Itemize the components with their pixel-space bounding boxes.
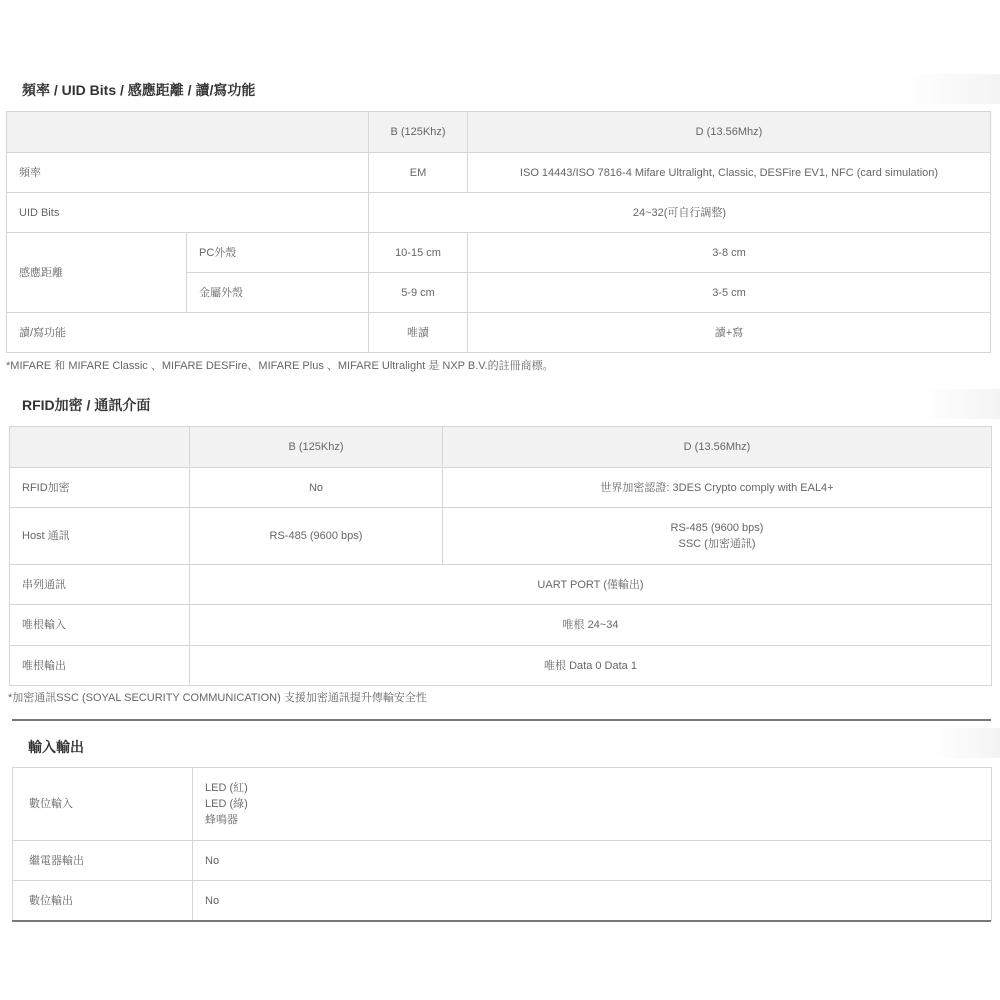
host-d-line2: SSC (加密通訊) xyxy=(678,538,756,550)
header-b: B (125Khz) xyxy=(369,112,468,153)
section3-title: 輸入輸出 xyxy=(28,739,84,755)
section2-title: RFID加密 / 通訊介面 xyxy=(22,397,151,413)
row-label-digital-output: 數位輸出 xyxy=(13,881,193,921)
cell-wiegand-in-value: 唯根 24~34 xyxy=(190,605,992,646)
bottom-divider xyxy=(12,920,991,922)
table-row xyxy=(10,468,992,508)
table-row xyxy=(13,768,992,841)
cell-metal-d: 3-5 cm xyxy=(468,273,991,313)
row-label-frequency: 頻率 xyxy=(7,153,369,193)
digital-input-red-led: LED (紅) xyxy=(205,782,248,794)
spec-table-io xyxy=(12,767,992,921)
ssc-note: *加密通訊SSC (SOYAL SECURITY COMMUNICATION) 支援加密通訊提升傳輸安全性 xyxy=(8,692,427,704)
header-empty-cell xyxy=(7,112,369,153)
row-label-digital-input: 數位輸入 xyxy=(13,768,193,841)
cell-encryption-d: 世界加密認證: 3DES Crypto comply with EAL4+ xyxy=(443,468,992,508)
table-row xyxy=(10,646,992,686)
header-d: D (13.56Mhz) xyxy=(443,427,992,468)
cell-frequency-b: EM xyxy=(369,153,468,193)
cell-rw-b: 唯讀 xyxy=(369,313,468,353)
cell-pc-d: 3-8 cm xyxy=(468,233,991,273)
table-row xyxy=(13,881,992,921)
cell-serial-value: UART PORT (僅輸出) xyxy=(190,565,992,605)
cell-relay-output-value: No xyxy=(193,841,992,881)
header-b: B (125Khz) xyxy=(190,427,443,468)
row-label-wiegand-in: 唯根輸入 xyxy=(10,605,190,646)
table-row xyxy=(10,508,992,565)
table-row xyxy=(13,841,992,881)
header-d: D (13.56Mhz) xyxy=(468,112,991,153)
table-row xyxy=(10,565,992,605)
cell-pc-b: 10-15 cm xyxy=(369,233,468,273)
row-label-serial: 串列通訊 xyxy=(10,565,190,605)
row-label-wiegand-out: 唯根輸出 xyxy=(10,646,190,686)
sublabel-metal-case: 金屬外殼 xyxy=(187,273,369,313)
cell-encryption-b: No xyxy=(190,468,443,508)
row-label-relay-output: 繼電器輸出 xyxy=(13,841,193,881)
host-d-line1: RS-485 (9600 bps) xyxy=(670,522,764,534)
heading-shade xyxy=(900,74,1000,104)
table-row xyxy=(7,233,991,273)
cell-digital-input-values xyxy=(193,768,992,841)
section1-title: 頻率 / UID Bits / 感應距離 / 讀/寫功能 xyxy=(22,82,256,98)
cell-host-b: RS-485 (9600 bps) xyxy=(190,508,443,565)
table-header-row xyxy=(10,427,992,468)
section-divider xyxy=(12,719,991,721)
row-label-encryption: RFID加密 xyxy=(10,468,190,508)
heading-shade xyxy=(930,728,1000,758)
row-label-range: 感應距離 xyxy=(7,233,187,313)
digital-input-green-led: LED (綠) xyxy=(205,798,248,810)
trademark-note: *MIFARE 和 MIFARE Classic 、MIFARE DESFire、MIFARE Plus 、MIFARE Ultralight 是 NXP B.V.的註冊商標。 xyxy=(6,360,554,372)
cell-frequency-d: ISO 14443/ISO 7816-4 Mifare Ultralight, Classic, DESFire EV1, NFC (card simulation) xyxy=(468,153,991,193)
digital-input-buzzer: 蜂鳴器 xyxy=(205,814,238,826)
cell-rw-d: 讀+寫 xyxy=(468,313,991,353)
table-row xyxy=(10,605,992,646)
table-header-row xyxy=(7,112,991,153)
header-empty-cell xyxy=(10,427,190,468)
cell-uid-value: 24~32(可自行調整) xyxy=(369,193,991,233)
row-label-rw: 讀/寫功能 xyxy=(7,313,369,353)
table-row xyxy=(7,313,991,353)
row-label-uid: UID Bits xyxy=(7,193,369,233)
row-label-host: Host 通訊 xyxy=(10,508,190,565)
sublabel-pc-case: PC外殼 xyxy=(187,233,369,273)
spec-table-encryption xyxy=(9,426,992,686)
table-row xyxy=(7,193,991,233)
cell-wiegand-out-value: 唯根 Data 0 Data 1 xyxy=(190,646,992,686)
table-row xyxy=(7,153,991,193)
heading-shade xyxy=(920,389,1000,419)
cell-digital-output-value: No xyxy=(193,881,992,921)
spec-table-frequency xyxy=(6,111,991,353)
cell-host-d xyxy=(443,508,992,565)
cell-metal-b: 5-9 cm xyxy=(369,273,468,313)
